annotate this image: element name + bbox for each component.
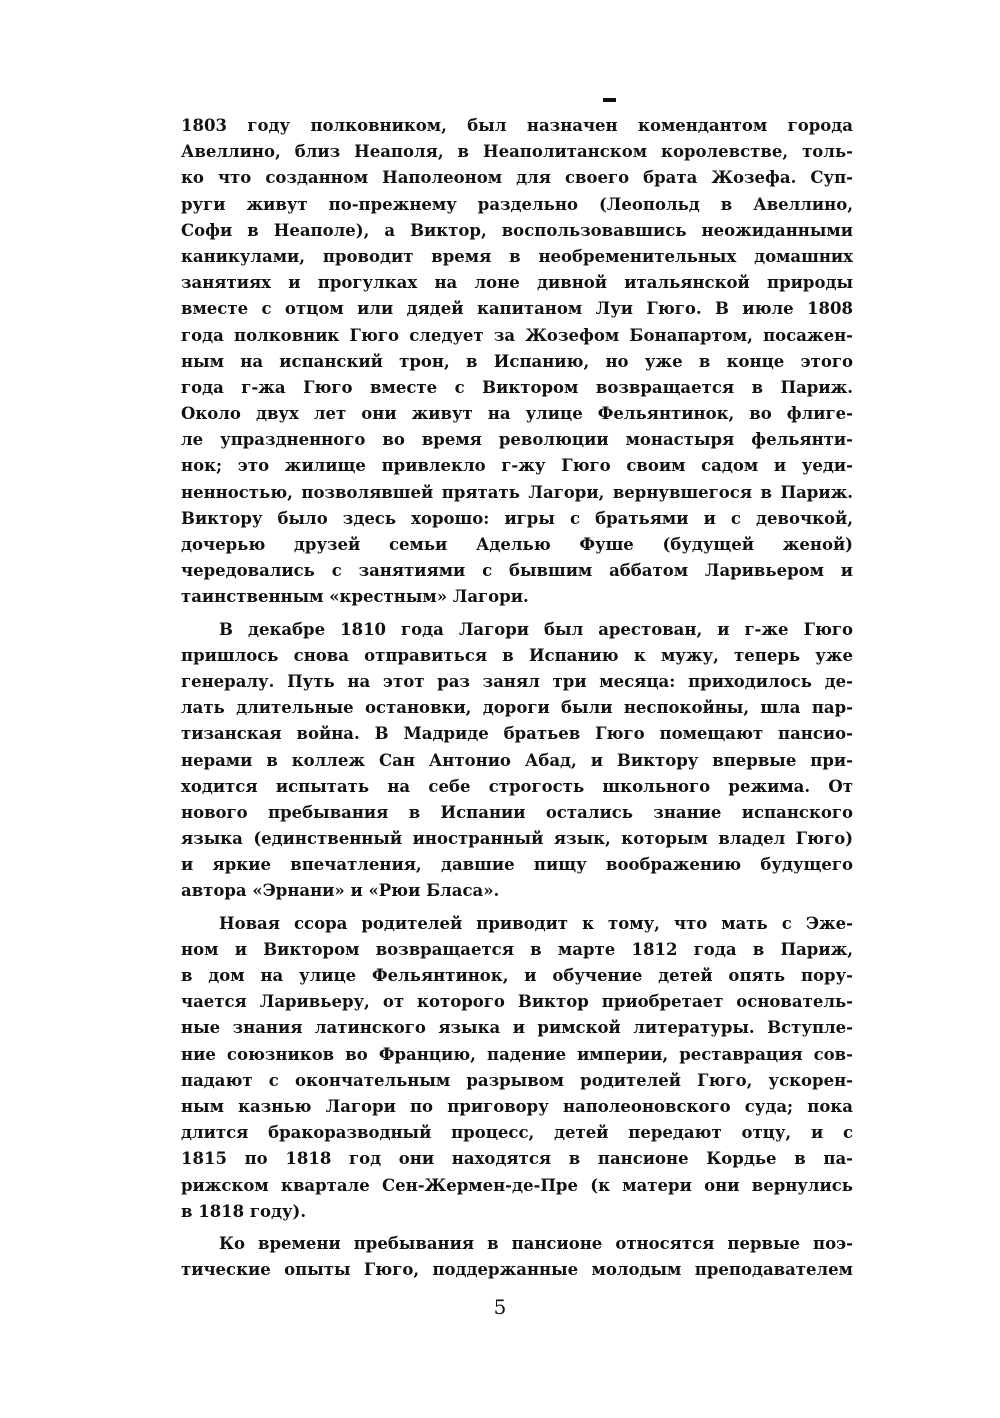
text-line: занятиях и прогулках на лоне дивной итальянской природы: [181, 273, 853, 293]
text-line: ле упраздненного во время революции монастыря фельянти-: [181, 430, 853, 450]
text-line: чается Ларивьеру, от которого Виктор приобретает основатель-: [181, 992, 853, 1012]
text-line: нового пребывания в Испании остались знание испанского: [181, 802, 853, 822]
paragraph-2: [181, 617, 853, 905]
text-line: чередовались с занятиями с бывшим аббатом Ларивьером и: [181, 561, 853, 581]
text-line: тические опыты Гюго, поддержанные молодым преподавателем: [181, 1260, 853, 1280]
text-line: каникулами, проводит время в необременительных домашних: [181, 246, 853, 266]
text-line: ным на испанский трон, в Испанию, но уже в конце этого: [181, 351, 853, 371]
text-line: дочерью друзей семьи Аделью Фуше (будущей женой): [181, 535, 853, 554]
text-line: В декабре 1810 года Лагори был арестован, и г-же Гюго: [219, 619, 853, 639]
print-mark: [603, 98, 616, 102]
text-line: лать длительные остановки, дороги были неспокойны, шла пар-: [181, 698, 853, 718]
text-line: падают с окончательным разрывом родителей Гюго, ускорен-: [181, 1070, 853, 1090]
text-line: Софи в Неаполе), а Виктор, воспользовавшись неожиданными: [181, 220, 853, 240]
text-line: 1803 году полковником, был назначен комендантом города: [181, 116, 853, 135]
text-line: ние союзников во Францию, падение империи, реставрация сов-: [181, 1044, 853, 1064]
text-line: длится бракоразводный процесс, детей передают отцу, и с: [181, 1123, 853, 1143]
text-line: 1815 по 1818 год они находятся в пансионе Кордье в па-: [181, 1149, 853, 1169]
text-line: Авеллино, близ Неаполя, в Неаполитанском королевстве, толь-: [181, 142, 853, 162]
text-line: генералу. Путь на этот раз занял три месяца: приходилось де-: [181, 671, 853, 691]
text-line: нок; это жилище привлекло г-жу Гюго своим садом и уеди-: [181, 456, 853, 476]
text-line: тизанская война. В Мадриде братьев Гюго помещают пансио-: [181, 724, 853, 744]
paragraph-1: [181, 113, 853, 611]
text-line: ные знания латинского языка и римской литературы. Вступле-: [181, 1018, 853, 1038]
text-line: вместе с отцом или дядей капитаном Луи Гюго. В июле 1808: [181, 299, 853, 319]
text-line: ном и Виктором возвращается в марте 1812 года в Париж,: [181, 939, 853, 959]
text-line: в 1818 году).: [181, 1201, 307, 1221]
text-line: и яркие впечатления, давшие пищу воображению будущего: [181, 855, 853, 875]
text-line: языка (единственный иностранный язык, которым владел Гюго): [181, 829, 853, 849]
text-line: руги живут по-прежнему раздельно (Леопольд в Авеллино,: [181, 194, 853, 214]
text-line: Около двух лет они живут на улице Фельянтинок, во флиге-: [181, 404, 853, 424]
text-line: года полковник Гюго следует за Жозефом Бонапартом, посажен-: [181, 325, 853, 345]
text-line: пришлось снова отправиться в Испанию к мужу, теперь уже: [181, 645, 853, 665]
text-line: в дом на улице Фельянтинок, и обучение детей опять пору-: [181, 966, 853, 985]
text-line: таинственным «крестным» Лагори.: [181, 587, 529, 607]
text-line: автора «Эрнани» и «Рюи Бласа».: [181, 881, 500, 901]
text-line: ным казнью Лагори по приговору наполеоновского суда; пока: [181, 1096, 853, 1116]
text-line: Виктору было здесь хорошо: игры с братьями и с девочкой,: [181, 508, 853, 528]
text-line: Ко времени пребывания в пансионе относятся первые поэ-: [219, 1233, 853, 1253]
text-line: ко что созданном Наполеоном для своего брата Жозефа. Суп-: [181, 168, 853, 188]
text-line: нерами в коллеж Сан Антонио Абад, и Виктору впервые при-: [181, 750, 853, 770]
text-line: ходится испытать на себе строгость школьного режима. От: [181, 776, 853, 796]
text-line: года г-жа Гюго вместе с Виктором возвращается в Париж.: [181, 377, 853, 397]
text-line: Новая ссора родителей приводит к тому, что мать с Эже-: [219, 913, 853, 933]
paragraph-4: [181, 1231, 853, 1283]
text-line: рижском квартале Сен-Жермен-де-Пре (к матери они вернулись: [181, 1175, 853, 1195]
page-number: 5: [493, 1295, 507, 1319]
body-text: [181, 113, 853, 1289]
paragraph-3: [181, 911, 853, 1225]
text-line: ненностью, позволявшей прятать Лагори, вернувшегося в Париж.: [181, 482, 853, 502]
